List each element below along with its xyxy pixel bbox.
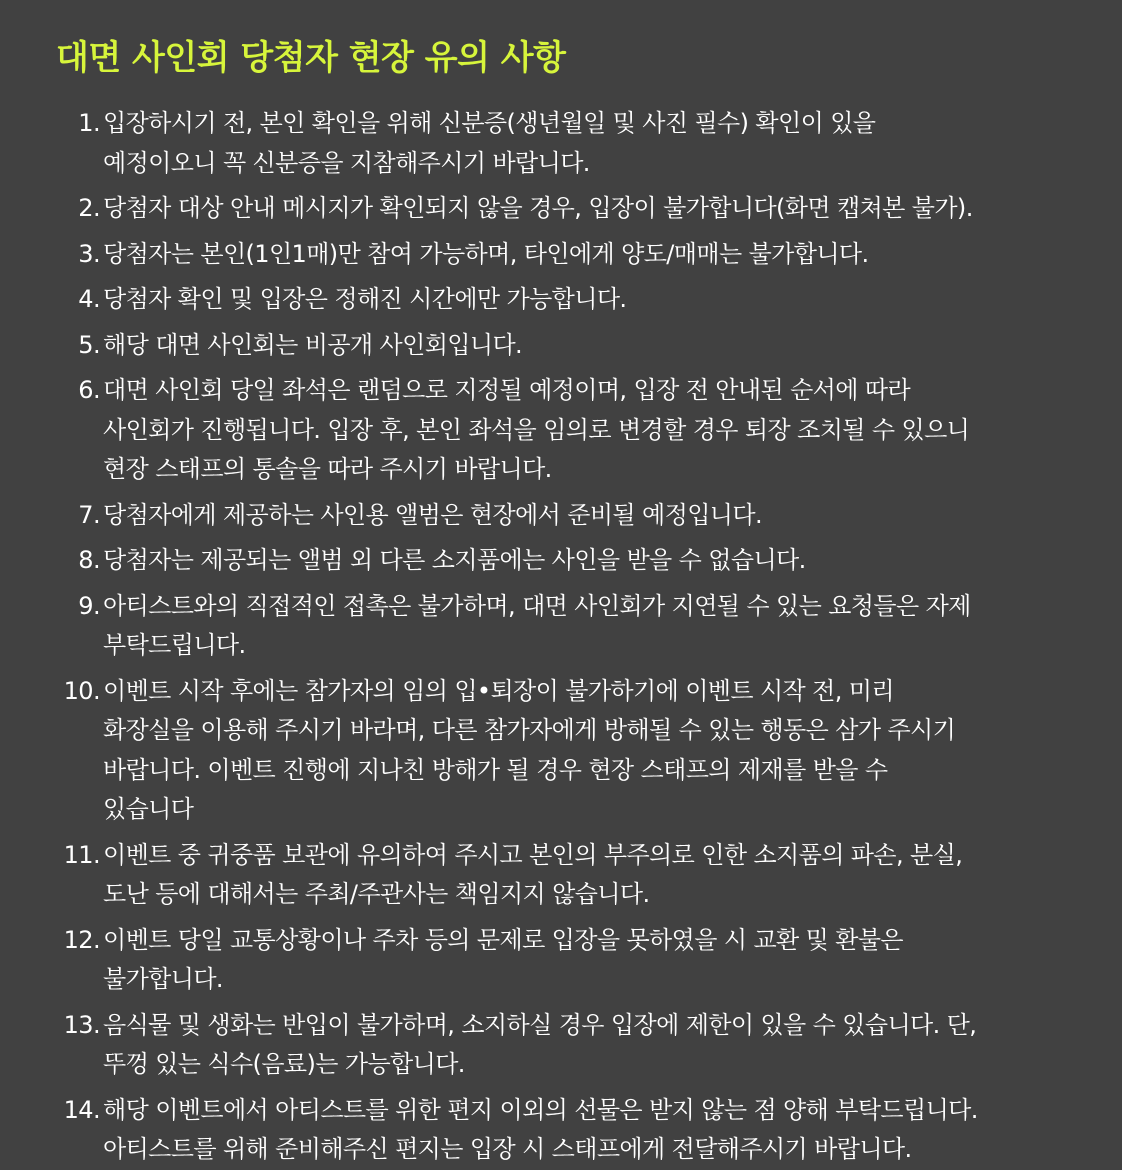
rule-text	[100, 280, 1063, 320]
rule-item	[56, 1006, 1082, 1085]
rule-text	[100, 672, 1063, 830]
rule-text	[100, 587, 1063, 666]
rule-number: 10.	[63, 676, 100, 705]
rule-number: 3.	[78, 239, 100, 268]
rule-item	[56, 921, 1082, 1000]
rule-number: 14.	[63, 1095, 100, 1124]
rule-text-line: 당첨자 대상 안내 메시지가 확인되지 않을 경우, 입장이 불가합니다(화면 캡쳐본 불가).	[103, 194, 973, 222]
rule-text	[100, 326, 1063, 366]
rule-text-line: 불가합니다.	[103, 965, 223, 993]
rule-item	[56, 672, 1082, 830]
rule-text-line: 당첨자는 본인(1인1매)만 참여 가능하며, 타인에게 양도/매매는 불가합니다.	[103, 239, 869, 268]
rule-item	[56, 235, 1082, 275]
rule-item	[56, 104, 1082, 183]
rule-number: 9.	[78, 591, 100, 620]
rule-item	[56, 496, 1082, 536]
rule-text-line: 부탁드립니다.	[103, 631, 246, 659]
rule-text-line: 아티스트와의 직접적인 접촉은 불가하며, 대면 사인회가 지연될 수 있는 요청들은 자제	[103, 591, 971, 620]
rule-text	[100, 104, 1063, 183]
rule-number: 7.	[78, 500, 100, 529]
rule-text-line: 이벤트 당일 교통상황이나 주차 등의 문제로 입장을 못하였을 시 교환 및 환불은	[103, 925, 904, 954]
rule-item	[56, 326, 1082, 366]
rule-number: 13.	[63, 1010, 100, 1039]
rule-text	[100, 496, 1063, 536]
rule-text-line: 예정이오니 꼭 신분증을 지참해주시기 바랍니다.	[103, 148, 590, 177]
rule-text-line: 이벤트 중 귀중품 보관에 유의하여 주시고 본인의 부주의로 인한 소지품의 파손, 분실,	[103, 840, 963, 869]
rule-number: 4.	[78, 285, 100, 313]
rule-text	[100, 1006, 1063, 1085]
rule-text-line: 현장 스태프의 통솔을 따라 주시기 바랍니다.	[103, 455, 552, 483]
rule-text	[100, 235, 1063, 275]
rule-text	[100, 541, 1063, 581]
rule-text-line: 있습니다	[103, 795, 194, 823]
rule-item	[56, 371, 1082, 490]
rule-text-line: 당첨자는 제공되는 앨범 외 다른 소지품에는 사인을 받을 수 없습니다.	[103, 546, 806, 574]
rule-text-line: 뚜껑 있는 식수(음료)는 가능합니다.	[103, 1050, 465, 1078]
rule-text-line: 사인회가 진행됩니다. 입장 후, 본인 좌석을 임의로 변경할 경우 퇴장 조치될 수 있으니	[103, 415, 970, 444]
rule-text-line: 당첨자 확인 및 입장은 정해진 시간에만 가능합니다.	[103, 285, 627, 313]
rule-text	[100, 371, 1063, 490]
rule-text	[100, 1091, 1063, 1170]
rule-number: 11.	[63, 840, 100, 869]
rule-text-line: 해당 대면 사인회는 비공개 사인회입니다.	[103, 330, 523, 359]
rule-number: 5.	[78, 330, 100, 359]
rule-text-line: 아티스트를 위해 준비해주신 편지는 입장 시 스태프에게 전달해주시기 바랍니다.	[103, 1135, 912, 1163]
rule-text-line: 바랍니다. 이벤트 진행에 지나친 방해가 될 경우 현장 스태프의 제재를 받을 수	[103, 755, 888, 784]
rule-number: 2.	[78, 194, 100, 222]
rule-text-line: 이벤트 시작 후에는 참가자의 임의 입•퇴장이 불가하기에 이벤트 시작 전, 미리	[103, 676, 894, 705]
rule-number: 12.	[63, 925, 100, 954]
rule-item	[56, 280, 1082, 320]
rule-text-line: 당첨자에게 제공하는 사인용 앨범은 현장에서 준비될 예정입니다.	[103, 500, 762, 529]
rule-item	[56, 541, 1082, 581]
notice-title: 대면 사인회 당첨자 현장 유의 사항	[56, 38, 566, 78]
rule-number: 1.	[78, 109, 100, 137]
rule-item	[56, 836, 1082, 915]
rule-text-line: 입장하시기 전, 본인 확인을 위해 신분증(생년월일 및 사진 필수) 확인이 있을	[103, 109, 876, 137]
rule-text-line: 해당 이벤트에서 아티스트를 위한 편지 이외의 선물은 받지 않는 점 양해 부탁드립니다.	[103, 1095, 978, 1124]
rule-text	[100, 189, 1063, 229]
rule-text-line: 대면 사인회 당일 좌석은 랜덤으로 지정될 예정이며, 입장 전 안내된 순서에 따라	[103, 376, 911, 404]
rule-text	[100, 836, 1063, 915]
rule-text	[100, 921, 1063, 1000]
rule-text-line: 화장실을 이용해 주시기 바라며, 다른 참가자에게 방해될 수 있는 행동은 삼가 주시기	[103, 716, 956, 744]
rule-number: 6.	[78, 376, 100, 404]
rule-item	[56, 189, 1082, 229]
rule-text-line: 도난 등에 대해서는 주최/주관사는 책임지지 않습니다.	[103, 880, 650, 908]
rule-item	[56, 587, 1082, 666]
rules-list	[56, 104, 1082, 1170]
rule-item	[56, 1091, 1082, 1170]
rule-number: 8.	[78, 546, 100, 574]
rule-text-line: 음식물 및 생화는 반입이 불가하며, 소지하실 경우 입장에 제한이 있을 수 있습니다. 단,	[103, 1010, 977, 1039]
